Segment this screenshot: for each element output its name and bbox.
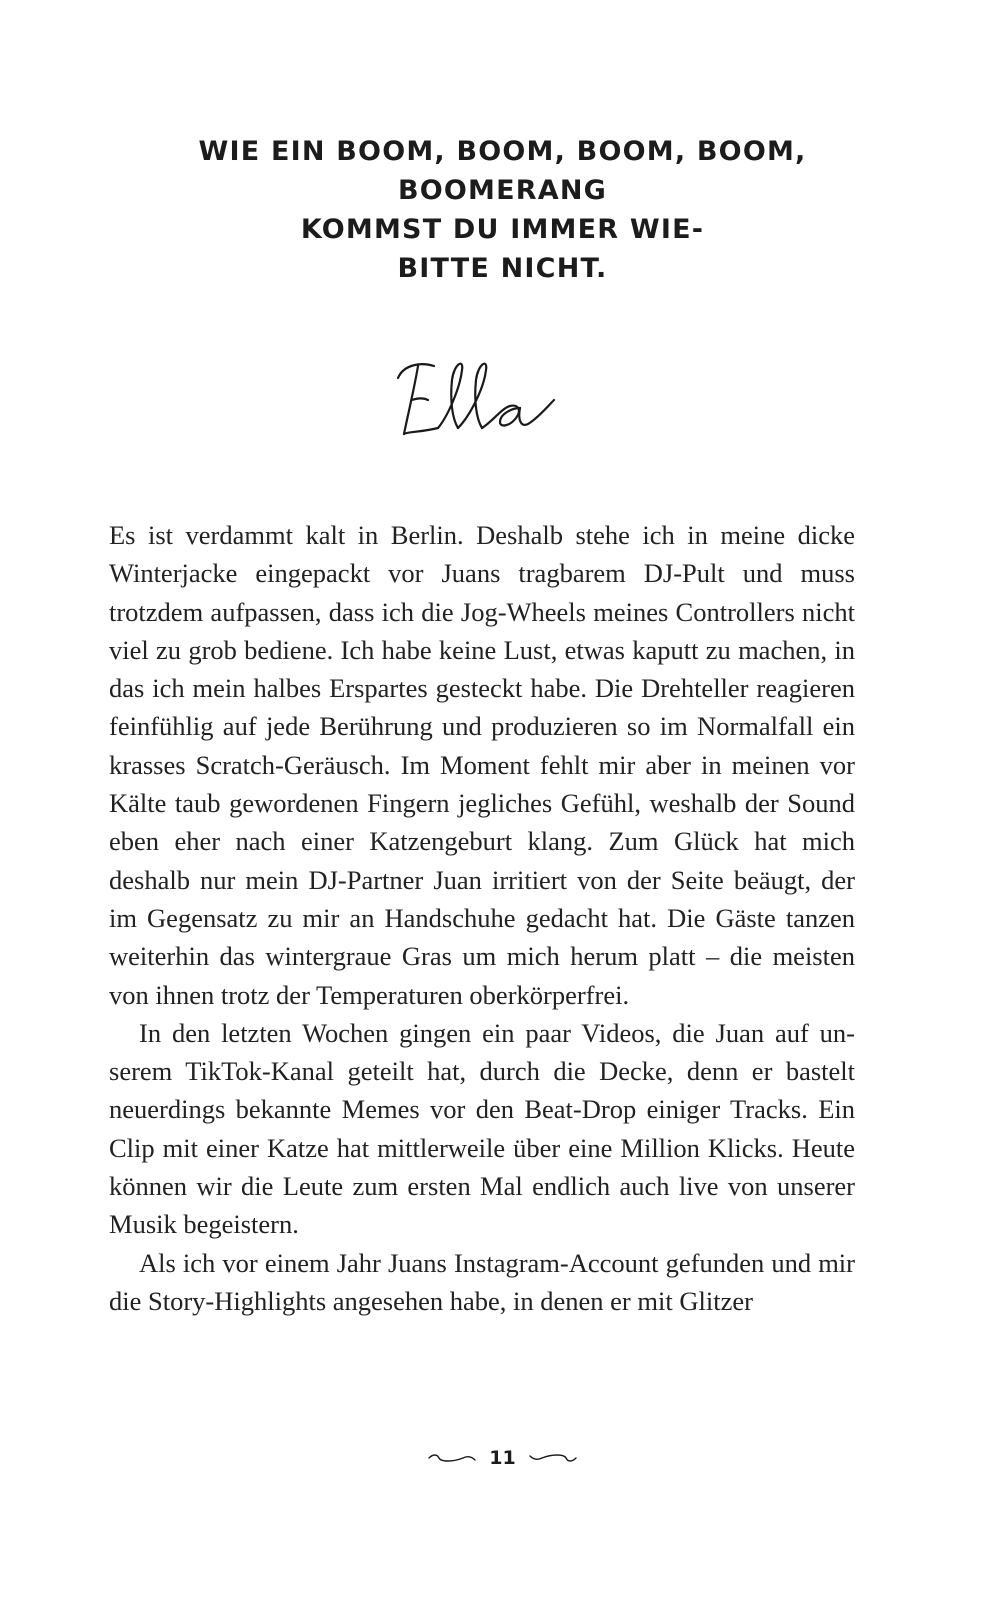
page-footer [0, 1442, 1005, 1474]
epigraph-line: WIE EIN BOOM, BOOM, BOOM, BOOM, [198, 136, 807, 167]
epigraph-line: KOMMST DU IMMER WIE- [300, 214, 705, 245]
page-number: 11 [489, 1447, 516, 1469]
epigraph-line: BITTE NICHT. [397, 253, 608, 284]
paragraph: In den letzten Wochen gingen ein paar Videos, die Juan auf unserem TikTok-Kanal geteilt hat, durch die Decke, denn er bastelt neuerdings bekannte Memes vor den Beat-Drop einiger Tracks. Ein Clip mit einer Katze hat mittlerweile über eine Million Klicks. Heute können wir die Leute zum ersten Mal endlich auch live von unserer Musik begeistern. [109, 1017, 855, 1240]
body-text [109, 516, 855, 1320]
ornament-swash-right-icon [528, 1450, 578, 1466]
paragraph: Als ich vor einem Jahr Juans Instagram-Account gefunden und mir die Story-Highlights angesehen habe, in denen er mit Glitzer [109, 1247, 855, 1316]
paragraph: Es ist verdammt kalt in Berlin. Deshalb stehe ich in meine dicke Winterjacke eingepackt vor Juans tragbarem DJ-Pult und muss trotzdem aufpassen, dass ich die Jog-Wheels meines Controllers nicht viel zu grob bediene. Ich habe keine Lust, etwas kaputt zu machen, in das ich mein halbes Erspartes gesteckt habe. Die Drehteller reagieren feinfühlig auf jede Berührung und produzieren so im Normalfall ein krasses Scratch-Geräusch. Im Moment fehlt mir aber in meinen vor Kälte taub gewordenen Fingern jegliches Gefühl, weshalb der Sound eben eher nach einer Katzengeburt klang. Zum Glück hat mich deshalb nur mein DJ-Partner Juan irritiert von der Seite beäugt, der im Gegensatz zu mir an Handschuhe gedacht hat. Die Gäste tanzen weiterhin das wintergraue Gras um mich herum platt – die meisten von ihnen trotz der Temperaturen oberkörperfrei. [109, 520, 855, 1010]
chapter-narrator-signature [392, 352, 572, 452]
epigraph-line: BOOMERANG [397, 175, 608, 206]
epigraph [0, 132, 1005, 288]
ornament-swash-left-icon [427, 1450, 477, 1466]
